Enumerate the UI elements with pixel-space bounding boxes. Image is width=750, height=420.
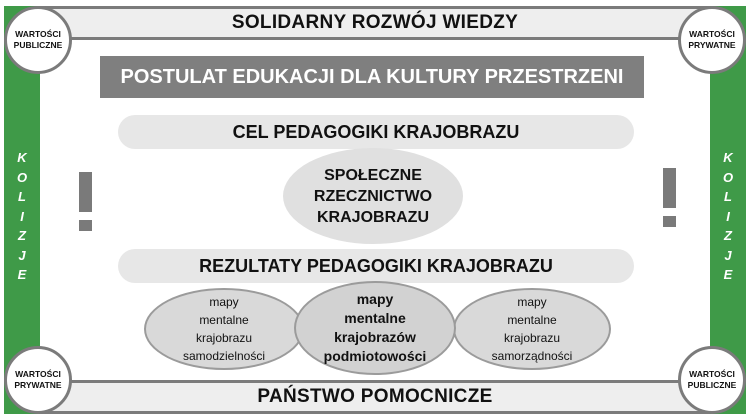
- center-oval: [283, 148, 463, 244]
- result-line: mentalne: [199, 313, 249, 327]
- side-letter: E: [723, 267, 733, 282]
- side-label-right: [710, 148, 746, 285]
- side-letter: J: [724, 247, 732, 263]
- result-line: mapy: [356, 291, 394, 307]
- result-line: krajobrazu: [195, 331, 253, 345]
- corner-top-right: [678, 6, 746, 74]
- side-letter: J: [18, 247, 26, 263]
- corner-bottom-right: [678, 346, 746, 414]
- exclamation-dot: [79, 220, 92, 231]
- result-line: samodzielności: [182, 349, 266, 363]
- side-letter: I: [20, 208, 24, 224]
- corner-line: WARTOŚCI: [689, 369, 735, 379]
- top-bar: [40, 6, 710, 40]
- center-line: KRAJOBRAZU: [317, 208, 429, 226]
- center-line: RZECZNICTWO: [313, 187, 433, 205]
- exclamation-icon: [79, 172, 92, 231]
- postulat-banner: [100, 56, 644, 98]
- result-line: krajobrazów: [334, 329, 416, 345]
- result-oval-right: [453, 288, 611, 370]
- side-letter: O: [722, 169, 734, 185]
- corner-line: PUBLICZNE: [687, 380, 737, 390]
- side-letter: L: [724, 189, 732, 204]
- result-line: mentalne: [507, 313, 557, 327]
- side-letter: L: [18, 189, 26, 204]
- corner-line: PRYWATNE: [14, 380, 62, 390]
- corner-line: PUBLICZNE: [13, 40, 63, 50]
- result-line: mapy: [517, 295, 547, 309]
- side-letter: Z: [724, 228, 732, 243]
- result-line: mentalne: [344, 310, 406, 326]
- corner-line: WARTOŚCI: [15, 369, 61, 379]
- center-line: SPOŁECZNE: [324, 166, 422, 184]
- result-oval-left: [144, 288, 304, 370]
- side-letter: K: [723, 150, 733, 165]
- exclamation-icon: [663, 168, 676, 227]
- goal-pill: [118, 115, 634, 149]
- side-letter: E: [17, 267, 27, 282]
- corner-line: WARTOŚCI: [689, 29, 735, 39]
- result-line: krajobrazu: [503, 331, 561, 345]
- result-line: mapy: [209, 295, 239, 309]
- top-bar-label: SOLIDARNY ROZWÓJ WIEDZY: [231, 12, 519, 33]
- goal-label: CEL PEDAGOGIKI KRAJOBRAZU: [232, 121, 520, 142]
- exclamation-stem: [79, 172, 92, 212]
- result-line: samorządności: [491, 349, 573, 363]
- result-oval-center: [294, 281, 456, 375]
- side-label-left: [4, 148, 40, 285]
- bottom-bar-label: PAŃSTWO POMOCNICZE: [257, 386, 493, 407]
- side-letter: Z: [18, 228, 26, 243]
- results-pill: [118, 249, 634, 283]
- exclamation-stem: [663, 168, 676, 208]
- corner-line: PRYWATNE: [688, 40, 736, 50]
- side-letter: I: [726, 208, 730, 224]
- postulat-label: POSTULAT EDUKACJI DLA KULTURY PRZESTRZENI: [120, 65, 624, 88]
- side-letter: K: [17, 150, 27, 165]
- corner-bottom-left: [4, 346, 72, 414]
- exclamation-dot: [663, 216, 676, 227]
- side-letter: O: [16, 169, 28, 185]
- corner-line: WARTOŚCI: [15, 29, 61, 39]
- result-line: podmiotowości: [323, 348, 427, 364]
- results-label: REZULTATY PEDAGOGIKI KRAJOBRAZU: [199, 255, 553, 276]
- corner-top-left: [4, 6, 72, 74]
- bottom-bar: [40, 380, 710, 414]
